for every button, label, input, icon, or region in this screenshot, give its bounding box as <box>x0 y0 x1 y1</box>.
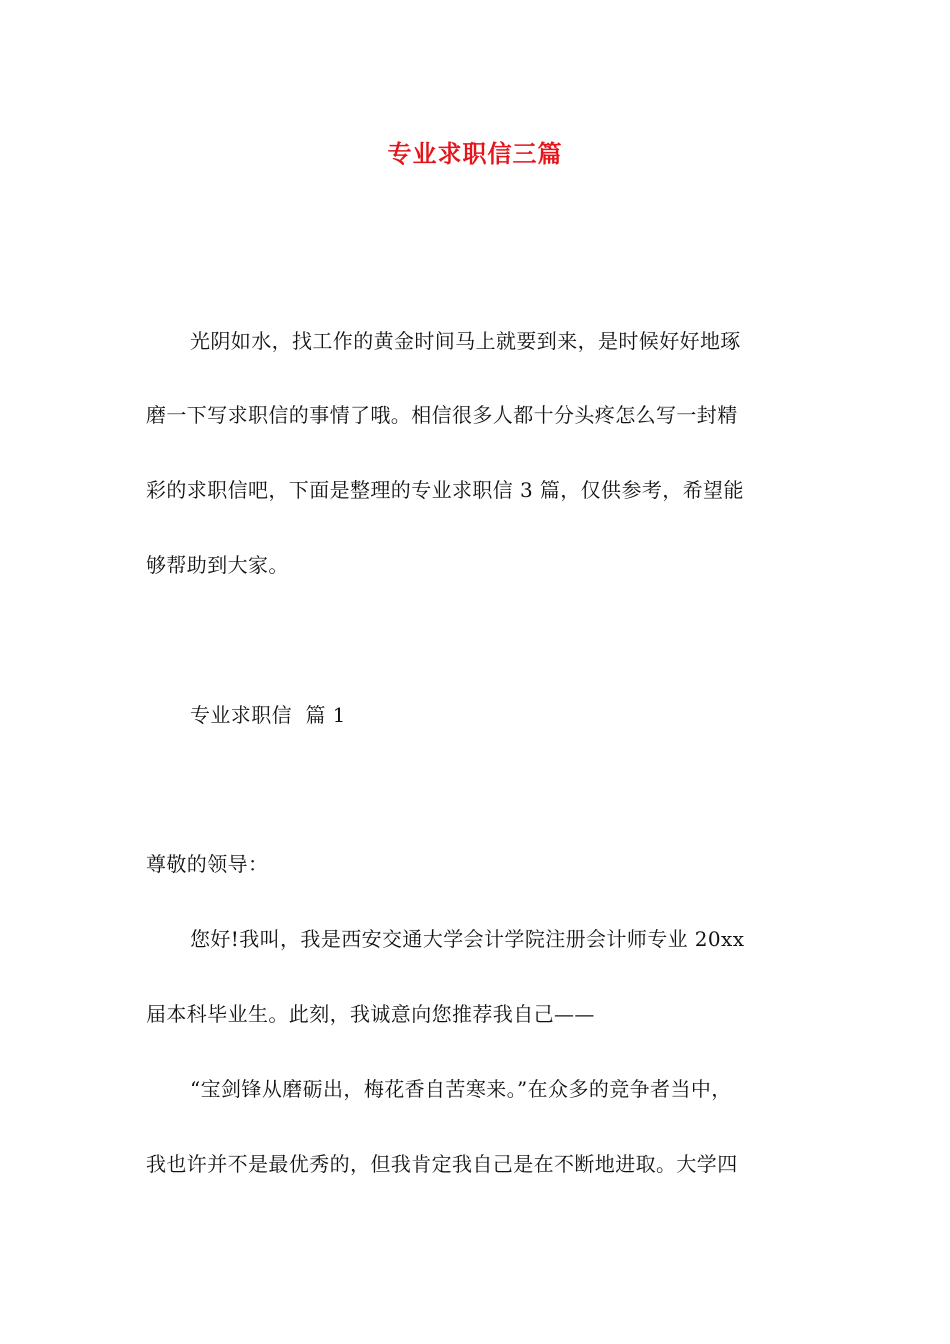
intro-line-4: 够帮助到大家。 <box>146 553 289 577</box>
paragraph1-line-2: 届本科毕业生。此刻，我诚意向您推荐我自己—— <box>146 1002 595 1026</box>
intro-line-2: 磨一下写求职信的事情了哦。相信很多人都十分头疼怎么写一封精 <box>146 403 738 427</box>
document-title: 专业求职信三篇 <box>387 139 563 168</box>
paragraph2-line-1: “宝剑锋从磨砺出，梅花香自苦寒来。”在众多的竞争者当中， <box>190 1077 732 1101</box>
salutation: 尊敬的领导： <box>146 852 269 876</box>
paragraph2-line-2: 我也许并不是最优秀的，但我肯定我自己是在不断地进取。大学四 <box>146 1152 738 1176</box>
section-heading: 专业求职信 篇 1 <box>190 703 346 727</box>
paragraph1-line-1: 您好!我叫，我是西安交通大学会计学院注册会计师专业 20xx <box>190 927 745 951</box>
intro-line-3: 彩的求职信吧，下面是整理的专业求职信 3 篇，仅供参考，希望能 <box>146 478 744 502</box>
intro-line-1: 光阴如水，找工作的黄金时间马上就要到来，是时候好好地琢 <box>190 329 741 353</box>
